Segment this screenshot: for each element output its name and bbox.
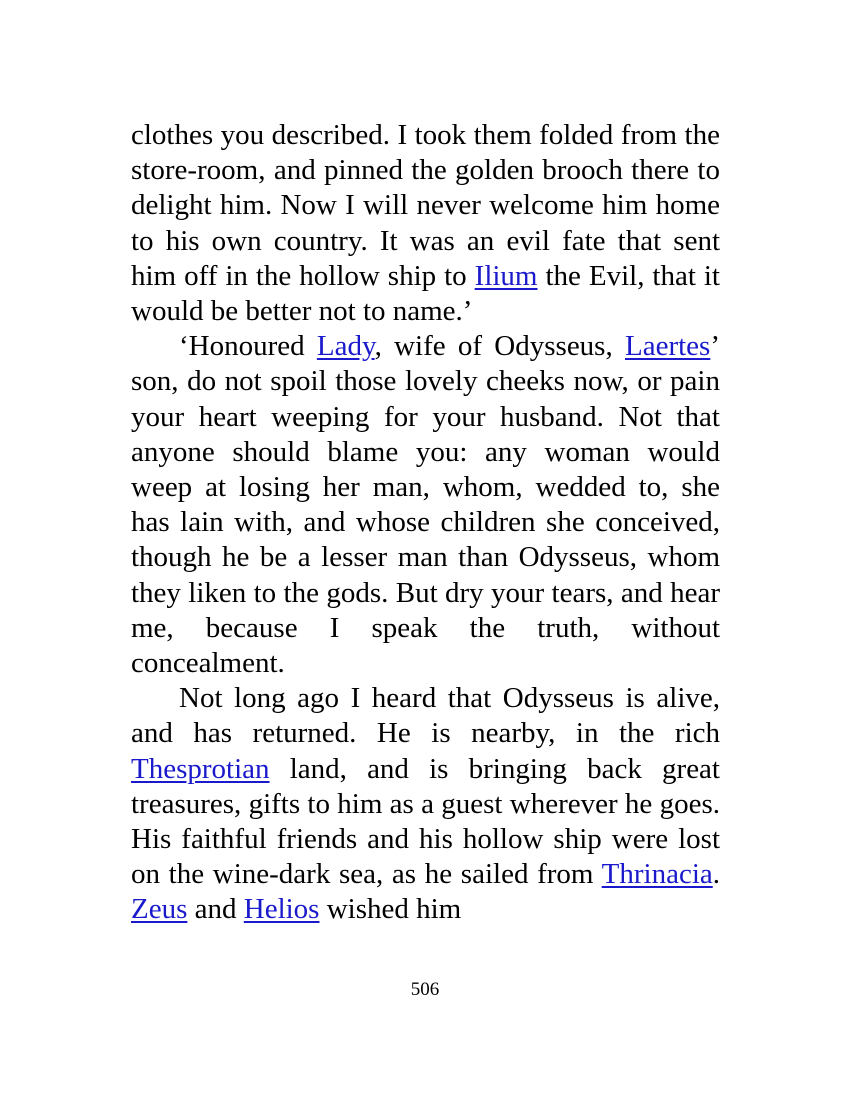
paragraph-1-text-2: the Evil, that it would be better not to name.’	[131, 259, 720, 328]
page-number: 506	[410, 979, 440, 1000]
paragraph-1-text-1: clothes you described. I took them folded from the store-room, and pinned the golden brooch there to delight him. Now I will never welcome him home to his own country. It was an evil fate that sent him off in the hollow ship to	[131, 119, 720, 292]
link-zeus[interactable]: Zeus	[131, 893, 188, 926]
page-body	[131, 118, 720, 928]
paragraph-2-text-2: , wife of Odysseus,	[374, 330, 625, 363]
paragraph-3-text-3: .	[712, 858, 720, 891]
paragraph-2-text-3: ’ son, do not spoil those lovely cheeks now, or pain your heart weeping for your husband. Not that anyone should blame you: any woman would weep at losing her man, whom, wedded to, she has lain with, and whose children she conceived, though he be a lesser man than Odysseus, whom they liken to the gods. But dry your tears, and hear me, because I speak the truth, without concealment.	[131, 330, 720, 680]
link-laertes[interactable]: Laertes	[624, 330, 711, 363]
link-lady[interactable]: Lady	[316, 330, 375, 363]
link-helios[interactable]: Helios	[243, 893, 320, 926]
paragraph-3-text-4: and	[187, 893, 244, 926]
paragraph-2-text-1: ‘Honoured	[179, 330, 317, 363]
link-thrinacia[interactable]: Thrinacia	[601, 858, 713, 891]
paragraph-3-text-2: land, and is bringing back great treasures, gifts to him as a guest wherever he goes. His faithful friends and his hollow ship were lost on the wine-dark sea, as he sailed from	[131, 752, 720, 891]
paragraph-3-text-5: wished him	[319, 893, 462, 926]
paragraph-1	[131, 118, 720, 329]
paragraph-3-text-1: Not long ago I heard that Odysseus is alive, and has returned. He is nearby, in the rich	[131, 682, 720, 750]
link-ilium[interactable]: Ilium	[474, 259, 538, 292]
paragraph-3	[131, 681, 720, 927]
paragraph-2	[131, 329, 720, 681]
link-thesprotian[interactable]: Thesprotian	[131, 752, 270, 785]
